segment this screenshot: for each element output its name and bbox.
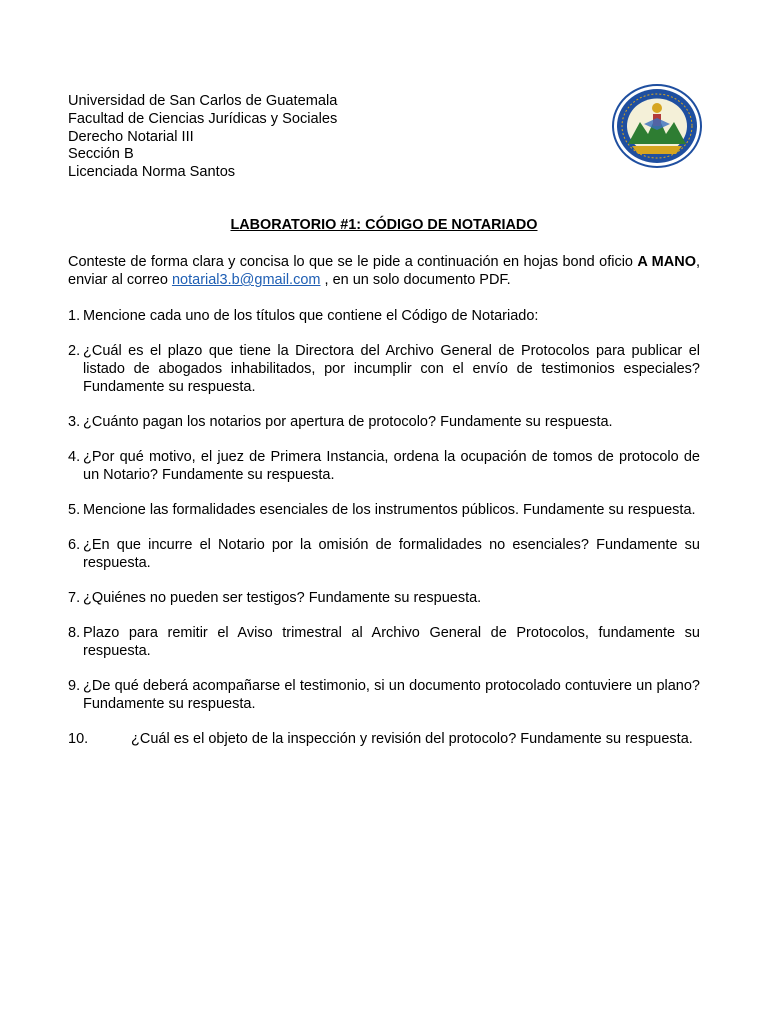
question-text: ¿Cuál es el objeto de la inspección y revisión del protocolo? Fundamente su respuesta.: [131, 731, 693, 747]
question-number: 10.: [68, 731, 89, 747]
instructions-text-3: , en un solo documento PDF.: [320, 272, 511, 288]
question-item: [68, 536, 700, 572]
header-line-section: Sección B: [68, 146, 134, 163]
question-text: ¿Cuál es el plazo que tiene la Directora del Archivo General de Protocolos para publicar el listado de abogados inhabilitados, por incumplir con el envío de testimonios especiales? Fundamente su respuesta.: [83, 343, 700, 395]
question-number: 7.: [68, 590, 81, 606]
institution-header: [68, 93, 337, 182]
university-seal-icon: [612, 84, 702, 168]
header-line-teacher: Licenciada Norma Santos: [68, 164, 236, 181]
question-text: Plazo para remitir el Aviso trimestral al Archivo General de Protocolos, fundamente su respuesta.: [83, 625, 700, 659]
question-item: [68, 413, 700, 431]
instructions-text-2: , enviar al correo: [68, 254, 701, 288]
question-text: ¿Cuánto pagan los notarios por apertura de protocolo? Fundamente su respuesta.: [83, 414, 613, 430]
question-item: [68, 342, 700, 396]
question-item: [68, 730, 700, 748]
instructions-text: Conteste de forma clara y concisa lo que se le pide a continuación en hojas bond oficio: [68, 254, 638, 270]
questions-list: [68, 307, 700, 765]
question-number: 6.: [68, 537, 81, 553]
question-text: ¿Quiénes no pueden ser testigos? Fundamente su respuesta.: [83, 590, 482, 606]
header-line-university: Universidad de San Carlos de Guatemala: [68, 93, 338, 109]
question-number: 3.: [68, 414, 81, 430]
header-line-course: Derecho Notarial III: [68, 128, 194, 145]
question-item: [68, 501, 700, 519]
question-item: [68, 677, 700, 713]
question-number: 8.: [68, 625, 81, 641]
question-text: Mencione las formalidades esenciales de los instrumentos públicos. Fundamente su respuesta.: [83, 502, 696, 518]
question-item: [68, 448, 700, 484]
page-title: LABORATORIO #1: CÓDIGO DE NOTARIADO: [230, 217, 538, 233]
question-number: 1.: [68, 308, 81, 324]
question-item: [68, 589, 700, 607]
question-item: [68, 624, 700, 660]
question-text: Mencione cada uno de los títulos que contiene el Código de Notariado:: [83, 308, 539, 324]
question-number: 4.: [68, 449, 81, 465]
question-number: 9.: [68, 678, 81, 694]
question-item: [68, 307, 700, 325]
question-text: ¿Por qué motivo, el juez de Primera Instancia, ordena la ocupación de tomos de protocolo de un Notario? Fundamente su respuesta.: [83, 449, 700, 483]
email-link[interactable]: notarial3.b@gmail.com: [171, 272, 321, 288]
instructions-emphasis: A MANO: [637, 254, 696, 270]
question-text: ¿En que incurre el Notario por la omisión de formalidades no esenciales? Fundamente su respuesta.: [83, 537, 700, 571]
question-number: 5.: [68, 502, 81, 518]
question-number: 2.: [68, 343, 81, 359]
instructions-paragraph: [68, 253, 700, 289]
header-line-faculty: Facultad de Ciencias Jurídicas y Sociales: [68, 110, 338, 127]
question-text: ¿De qué deberá acompañarse el testimonio, si un documento protocolado contuviere un plano? Fundamente su respuesta.: [83, 678, 700, 712]
